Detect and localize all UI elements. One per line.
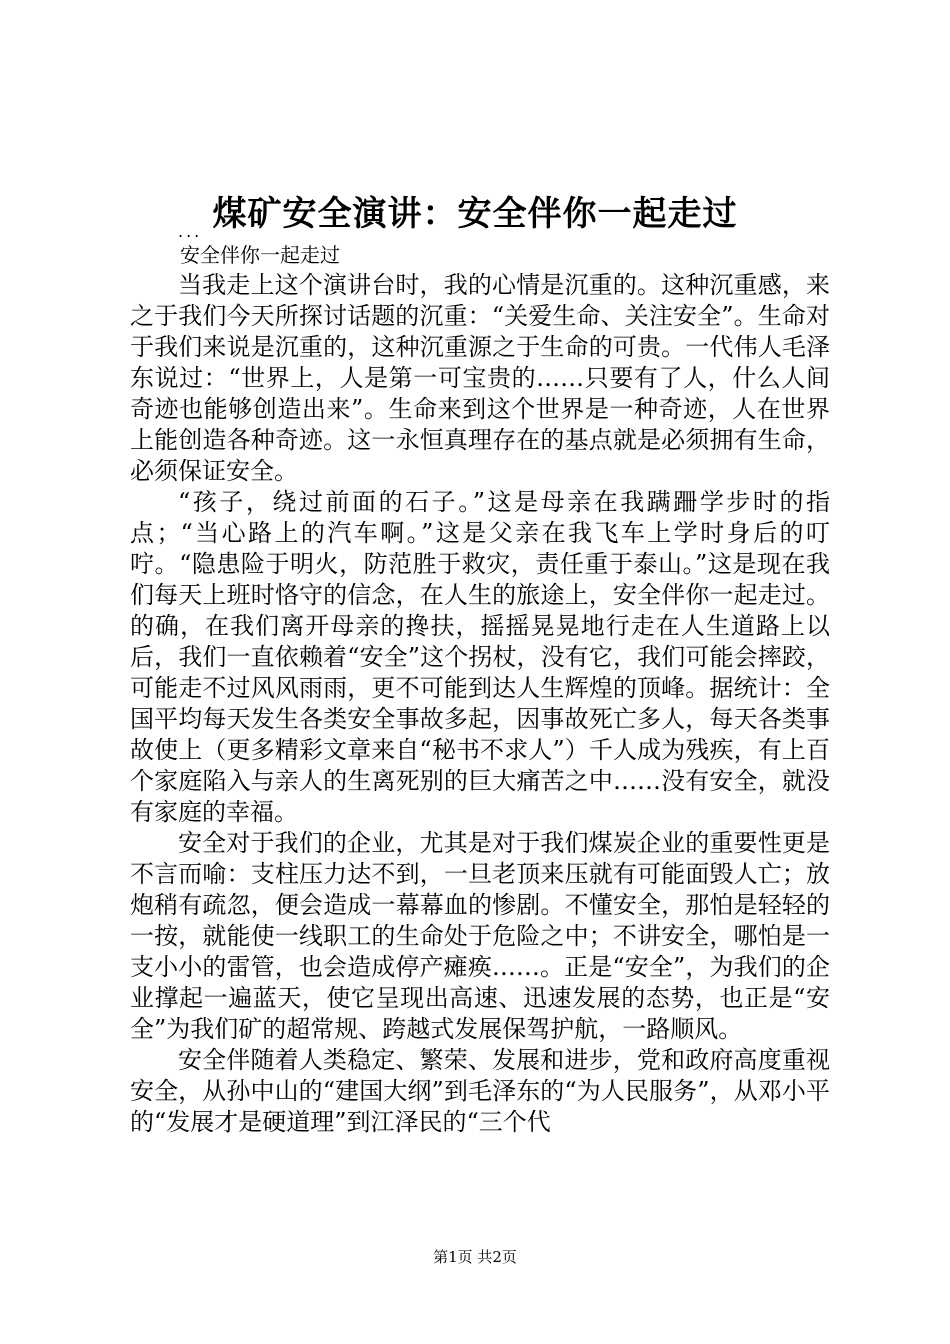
page-footer: 第1页 共2页 — [433, 1248, 517, 1266]
ellipsis-marker: ... — [178, 222, 203, 241]
document-title: 煤矿安全演讲：安全伴你一起走过 — [212, 194, 738, 234]
paragraph: “孩子，绕过前面的石子。”这是母亲在我蹒跚学步时的指点；“当心路上的汽车啊。”这是父亲在我飞车上学时身后的叮咛。“隐患险于明火，防范胜于救灾，责任重于泰山。”这是现在我们每天上班时恪守的信念，在人生的旅途上，安全伴你一起走过。的确，在我们离开母亲的搀扶，摇摇晃晃地行走在人生道路上以后，我们一直依赖着“安全”这个拐杖，没有它，我们可能会摔跤，可能走不过风风雨雨，更不可能到达人生辉煌的顶峰。据统计：全国平均每天发生各类安全事故多起，因事故死亡多人，每天各类事故使上（更多精彩文章来自“秘书不求人”）千人成为残疾，有上百个家庭陷入与亲人的生离死别的巨大痛苦之中……没有安全，就没有家庭的幸福。 — [130, 488, 830, 826]
paragraph: 安全对于我们的企业，尤其是对于我们煤炭企业的重要性更是不言而喻：支柱压力达不到，一旦老顶来压就有可能面毁人亡；放炮稍有疏忽，便会造成一幕幕血的惨剧。不懂安全，那怕是轻轻的一按，就能使一线职工的生命处于危险之中；不讲安全，哪怕是一支小小的雷管，也会造成停产瘫痪……。正是“安全”，为我们的企业撑起一遍蓝天，使它呈现出高速、迅速发展的态势，也正是“安全”为我们矿的超常规、跨越式发展保驾护航，一路顺风。 — [130, 829, 830, 1043]
paragraph: 安全伴随着人类稳定、繁荣、发展和进步，党和政府高度重视安全，从孙中山的“建国大纲”到毛泽东的“为人民服务”，从邓小平的“发展才是硬道理”到江泽民的“三个代 — [130, 1046, 830, 1136]
document-subtitle: 安全伴你一起走过 — [180, 243, 340, 267]
document-body — [130, 270, 830, 1169]
paragraph: 当我走上这个演讲台时，我的心情是沉重的。这种沉重感，来之于我们今天所探讨话题的沉重：“关爱生命、关注安全”。生命对于我们来说是沉重的，这种沉重源之于生命的可贵。一代伟人毛泽东说过：“世界上，人是第一可宝贵的……只要有了人，什么人间奇迹也能够创造出来”。生命来到这个世界是一种奇迹，人在世界上能创造各种奇迹。这一永恒真理存在的基点就是必须拥有生命，必须保证安全。 — [130, 271, 830, 485]
